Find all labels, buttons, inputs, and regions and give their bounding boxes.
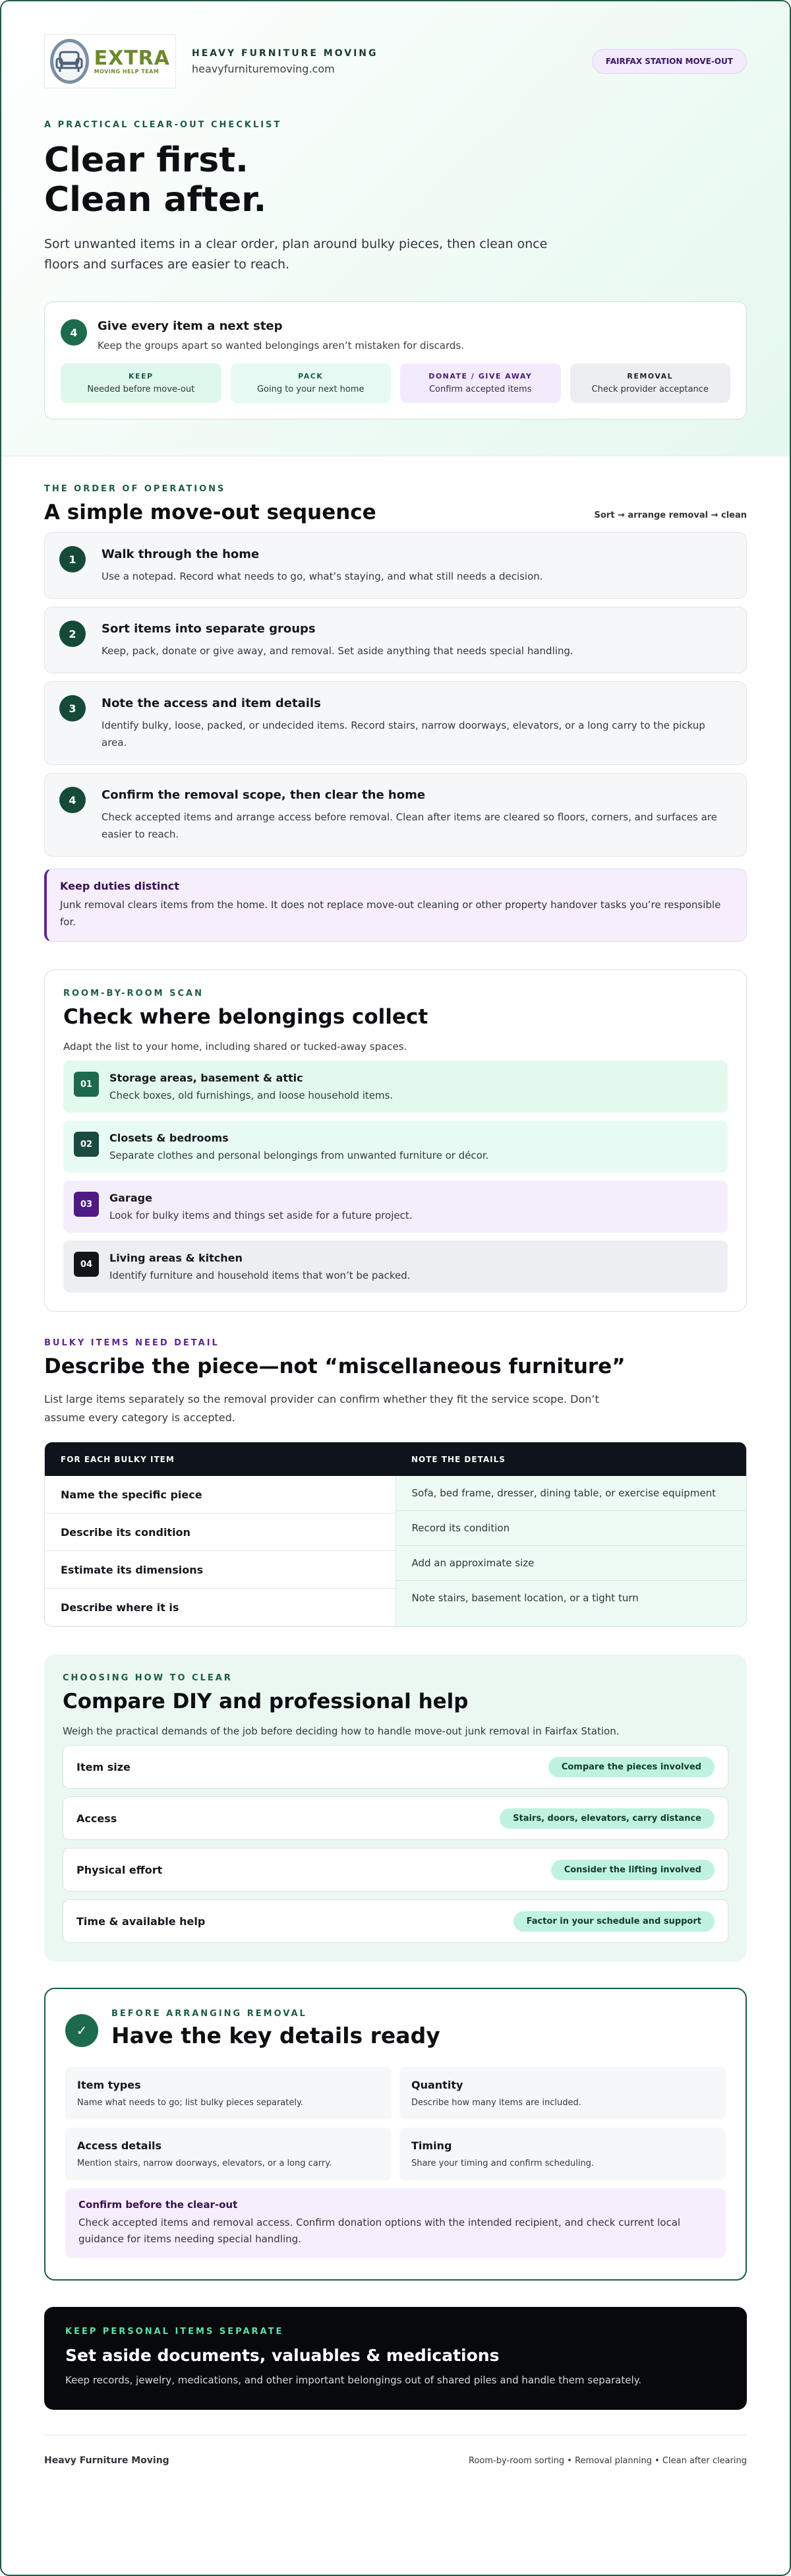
key-title: Have the key details ready — [111, 2023, 440, 2048]
step-number-badge: 3 — [59, 695, 86, 721]
compare-subtitle: Weigh the practical demands of the job before deciding how to handle move-out junk removal in Fairfax Station. — [63, 1725, 620, 1737]
brand-name: HEAVY FURNITURE MOVING — [192, 47, 378, 59]
step-title: Walk through the home — [102, 547, 260, 561]
room-desc: Identify furniture and household items that won’t be packed. — [109, 1270, 411, 1281]
bulky-item-cell: Describe where it is — [61, 1601, 179, 1614]
compare-row-label: Physical effort — [76, 1863, 163, 1876]
step-number-badge: 4 — [61, 319, 87, 346]
key-detail-title: Quantity — [411, 2079, 463, 2091]
sequence-step — [44, 607, 747, 673]
compare-row-pill: Factor in your schedule and support — [513, 1911, 715, 1932]
personal-desc: Keep records, jewelry, medications, and other important belongings out of shared piles and handle them separately. — [65, 2374, 642, 2386]
confirm-box — [65, 2188, 726, 2258]
key-detail-desc: Describe how many items are included. — [411, 2098, 581, 2108]
key-detail-tile — [399, 2128, 726, 2180]
compare-row-label: Access — [76, 1812, 117, 1825]
room-item — [63, 1181, 728, 1233]
key-detail-desc: Name what needs to go; list bulky pieces separately. — [77, 2098, 303, 2108]
hero-intro: Sort unwanted items in a clear order, plan around bulky pieces, then clean once floors and surfaces are easier to reach. — [44, 237, 548, 272]
compare-eyebrow: CHOOSING HOW TO CLEAR — [63, 1673, 233, 1683]
sequence-title: A simple move-out sequence — [44, 501, 376, 524]
sort-group-tile — [61, 363, 221, 403]
room-scan-card — [44, 969, 747, 1312]
sort-group-label: REMOVAL — [627, 372, 674, 381]
confirm-desc: Check accepted items and removal access. Confirm donation options with the intended recipient, and check current local guidance for items needing special handling. — [78, 2217, 681, 2245]
compare-row — [63, 1796, 728, 1840]
sequence-step — [44, 773, 747, 857]
brand-site[interactable]: heavyfurnituremoving.com — [192, 62, 335, 75]
sort-group-tile — [231, 363, 392, 403]
check-icon: ✓ — [65, 2014, 98, 2047]
next-step-desc: Keep the groups apart so wanted belongings aren’t mistaken for discards. — [98, 340, 464, 352]
sort-group-label: PACK — [298, 372, 324, 381]
next-step-title: Give every item a next step — [98, 319, 283, 333]
key-detail-title: Access details — [77, 2139, 162, 2152]
logo[interactable] — [44, 34, 176, 88]
personal-items-card — [44, 2307, 747, 2410]
hero-title-line-1: Clear first. — [44, 140, 249, 180]
bulky-item-cell: Name the specific piece — [45, 1476, 396, 1514]
room-number-badge: 01 — [74, 1072, 99, 1097]
key-detail-tile — [65, 2067, 392, 2120]
rooms-title: Check where belongings collect — [63, 1005, 428, 1029]
sort-groups — [61, 363, 730, 403]
confirm-title: Confirm before the clear-out — [78, 2199, 238, 2211]
sequence-step — [44, 532, 747, 599]
room-number-badge: 02 — [74, 1132, 99, 1157]
bulky-detail-cell: Add an approximate size — [396, 1546, 747, 1581]
room-title: Closets & bedrooms — [109, 1132, 229, 1144]
room-desc: Separate clothes and personal belongings from unwanted furniture or décor. — [109, 1150, 489, 1161]
hero-title-line-2: Clean after. — [44, 180, 267, 220]
compare-card — [44, 1655, 747, 1961]
bulky-intro: List large items separately so the removal provider can confirm whether they fit the service scope. Don’t assume every category is accepted. — [44, 1393, 599, 1424]
compare-row-label: Time & available help — [76, 1915, 206, 1928]
rooms-subtitle: Adapt the list to your home, including shared or tucked-away spaces. — [63, 1041, 407, 1053]
step-desc: Identify bulky, loose, packed, or undecided items. Record stairs, narrow doorways, elevators, or a long carry to the pickup area. — [102, 720, 705, 749]
room-title: Storage areas, basement & attic — [109, 1072, 303, 1084]
step-number-badge: 4 — [59, 787, 86, 813]
step-desc: Use a notepad. Record what needs to go, what’s staying, and what still needs a decision. — [102, 570, 543, 582]
sort-group-tile — [570, 363, 731, 403]
sort-group-label: DONATE / GIVE AWAY — [428, 372, 533, 381]
step-desc: Keep, pack, donate or give away, and removal. Set aside anything that needs special handling. — [102, 645, 573, 657]
compare-row — [63, 1745, 728, 1789]
sort-group-desc: Going to your next home — [256, 384, 365, 394]
sequence-flow: Sort → arrange removal → clean — [594, 510, 747, 520]
bulky-eyebrow: BULKY ITEMS NEED DETAIL — [44, 1338, 220, 1348]
compare-row-pill: Compare the pieces involved — [548, 1757, 715, 1777]
personal-title: Set aside documents, valuables & medications — [65, 2346, 500, 2365]
bulky-col-header-left: FOR EACH BULKY ITEM — [61, 1454, 175, 1464]
key-detail-desc: Mention stairs, narrow doorways, elevators, or a long carry. — [77, 2159, 332, 2168]
duties-note-title: Keep duties distinct — [60, 880, 179, 892]
room-desc: Check boxes, old furnishings, and loose household items. — [109, 1089, 394, 1101]
step-number-badge: 1 — [59, 546, 86, 572]
duties-note-desc: Junk removal clears items from the home. It does not replace move-out cleaning or other property handover tasks you’re responsible for. — [60, 899, 721, 928]
bulky-section — [44, 1338, 747, 1627]
compare-row — [63, 1848, 728, 1891]
location-badge: FAIRFAX STATION MOVE-OUT — [592, 49, 747, 74]
key-detail-title: Item types — [77, 2079, 141, 2091]
sort-group-desc: Needed before move-out — [87, 384, 195, 394]
rooms-eyebrow: ROOM-BY-ROOM SCAN — [63, 989, 204, 998]
key-detail-tile — [399, 2067, 726, 2120]
logo-wordmark: EXTRA — [94, 46, 170, 70]
key-details-card — [44, 1988, 747, 2281]
step-title: Note the access and item details — [102, 696, 321, 710]
room-title: Living areas & kitchen — [109, 1252, 243, 1264]
sort-group-tile — [400, 363, 561, 403]
room-item — [63, 1060, 728, 1113]
step-number-badge: 2 — [59, 621, 86, 647]
step-desc: Check accepted items and arrange access before removal. Clean after items are cleared so floors, corners, and surfaces are easier to reach. — [102, 811, 717, 840]
bulky-detail-cell: Record its condition — [396, 1511, 747, 1546]
bulky-table — [44, 1442, 747, 1627]
site-header — [44, 1, 747, 88]
room-number-badge: 04 — [74, 1252, 99, 1277]
sequence-step — [44, 681, 747, 765]
next-step-card — [44, 301, 747, 419]
hero-eyebrow: A PRACTICAL CLEAR-OUT CHECKLIST — [44, 120, 282, 130]
bulky-item-cell: Estimate its dimensions — [45, 1551, 396, 1589]
key-eyebrow: BEFORE ARRANGING REMOVAL — [111, 2009, 307, 2019]
room-desc: Look for bulky items and things set aside for a future project. — [109, 1210, 413, 1221]
footer-tagline: Room-by-room sorting • Removal planning • Clean after clearing — [469, 2455, 747, 2466]
compare-row-pill: Stairs, doors, elevators, carry distance — [500, 1808, 715, 1829]
key-detail-desc: Share your timing and confirm scheduling. — [411, 2159, 595, 2168]
logo-tagline: MOVING HELP TEAM — [94, 68, 160, 75]
sort-group-label: KEEP — [128, 372, 154, 381]
sequence-eyebrow: THE ORDER OF OPERATIONS — [44, 484, 226, 494]
step-title: Confirm the removal scope, then clear the home — [102, 788, 426, 802]
compare-row — [63, 1899, 728, 1943]
hero-title — [44, 140, 506, 220]
compare-row-label: Item size — [76, 1760, 131, 1773]
bulky-col-header-right: NOTE THE DETAILS — [411, 1454, 506, 1464]
bulky-title: Describe the piece—not “miscellaneous furniture” — [44, 1355, 626, 1378]
personal-eyebrow: KEEP PERSONAL ITEMS SEPARATE — [65, 2327, 284, 2337]
bulky-detail-cell: Sofa, bed frame, dresser, dining table, or exercise equipment — [396, 1476, 747, 1511]
compare-row-pill: Consider the lifting involved — [551, 1860, 715, 1880]
bulky-detail-cell: Note stairs, basement location, or a tight turn — [411, 1592, 639, 1604]
room-item — [63, 1241, 728, 1293]
bulky-item-cell: Describe its condition — [45, 1514, 396, 1551]
room-number-badge: 03 — [74, 1192, 99, 1217]
footer-brand: Heavy Furniture Moving — [44, 2455, 169, 2466]
sequence-section — [44, 484, 747, 942]
sort-group-desc: Confirm accepted items — [428, 384, 532, 394]
compare-title: Compare DIY and professional help — [63, 1690, 469, 1713]
room-item — [63, 1120, 728, 1173]
logo-armchair-icon — [50, 39, 89, 84]
site-footer — [44, 2435, 747, 2466]
key-detail-tile — [65, 2128, 392, 2180]
key-detail-title: Timing — [411, 2139, 452, 2152]
sort-group-desc: Check provider acceptance — [591, 384, 709, 394]
duties-note — [44, 869, 747, 942]
room-title: Garage — [109, 1192, 152, 1204]
step-title: Sort items into separate groups — [102, 622, 316, 636]
